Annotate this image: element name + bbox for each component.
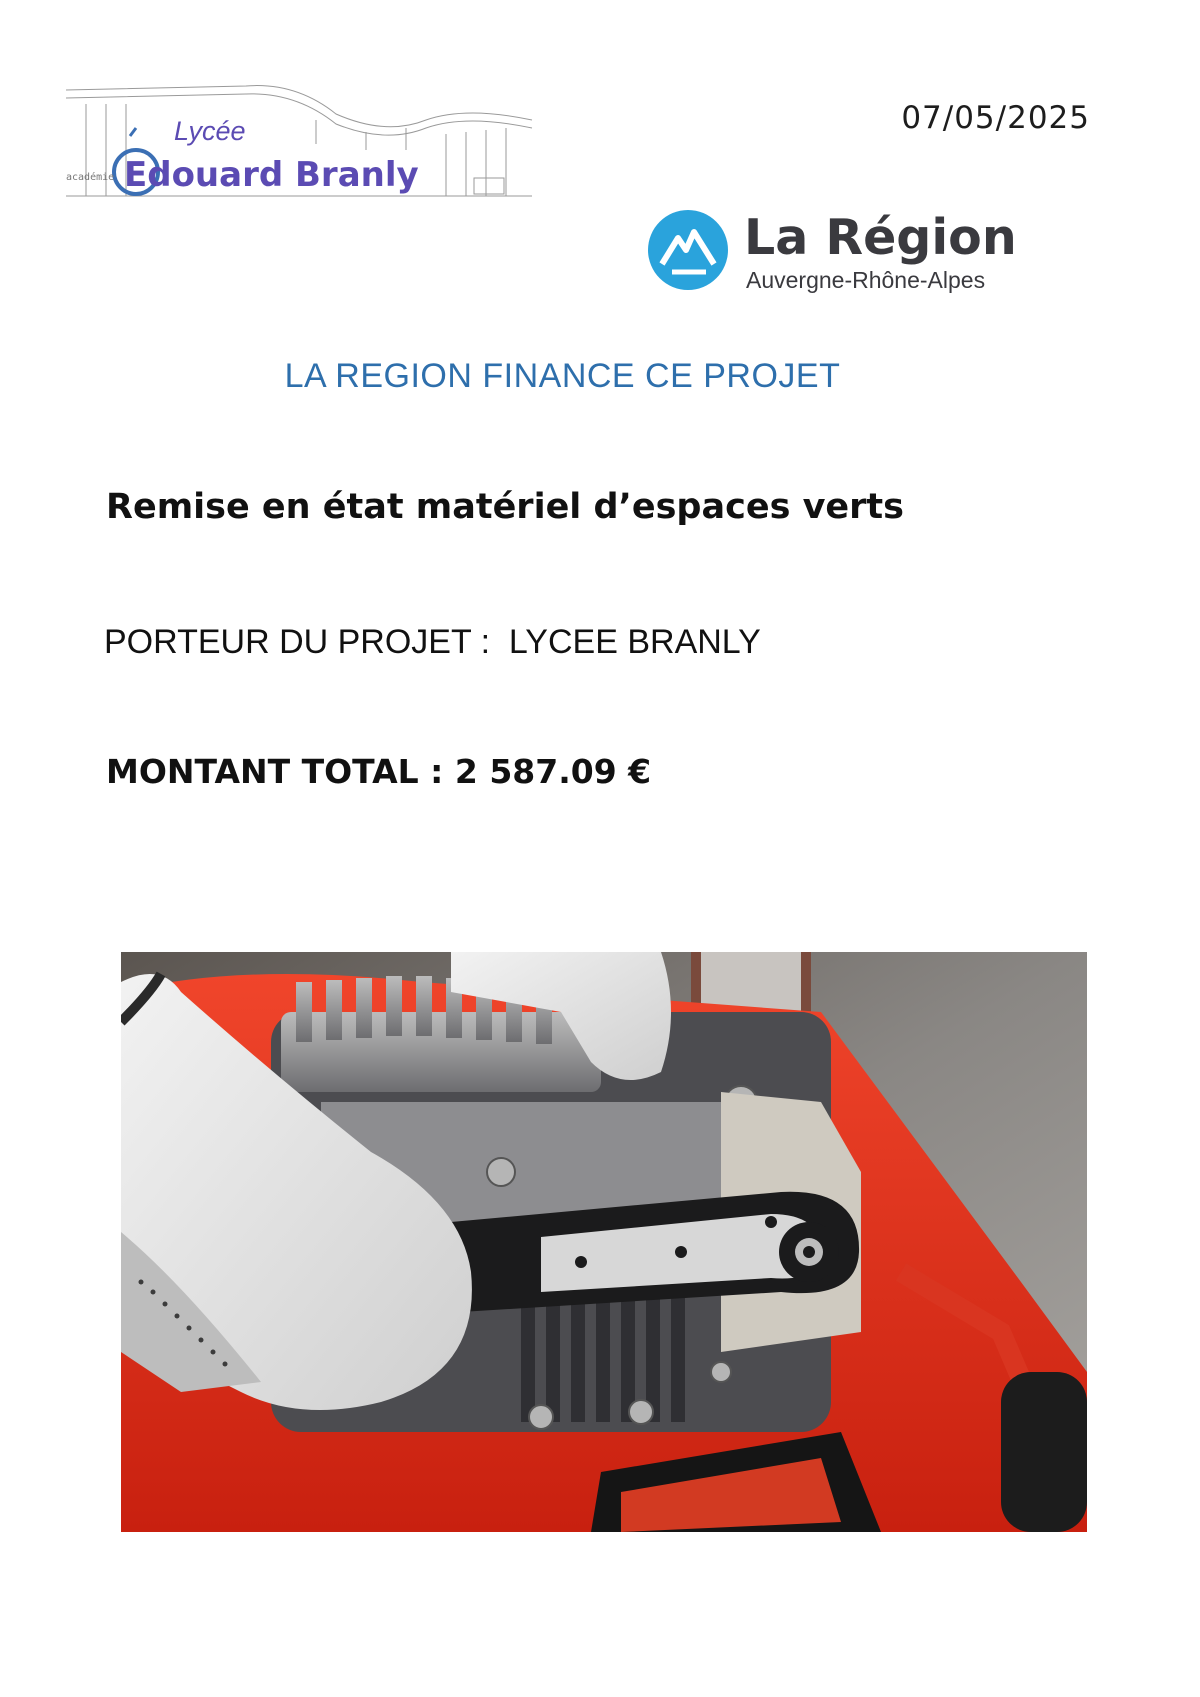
total-amount: MONTANT TOTAL : 2 587.09 €	[106, 752, 652, 791]
funding-heading: LA REGION FINANCE CE PROJET	[284, 357, 841, 395]
school-logo-line2: Edouard Branly	[124, 155, 419, 195]
project-owner: PORTEUR DU PROJET : LYCEE BRANLY	[104, 623, 761, 661]
project-title: Remise en état matériel d’espaces verts	[106, 487, 904, 527]
project-photo	[121, 952, 1087, 1532]
region-logo-title: La Région	[744, 209, 1017, 266]
school-logo-line1: Lycée	[174, 116, 246, 146]
document-date: 07/05/2025	[901, 100, 1090, 136]
region-logo	[648, 208, 1038, 308]
lawnmower-engine-repair-photo-icon	[121, 952, 1087, 1532]
school-logo	[66, 84, 534, 210]
region-logo-subtitle: Auvergne-Rhône-Alpes	[746, 267, 986, 293]
school-building-logo-icon	[66, 84, 534, 210]
mountain-circle-logo-icon	[648, 210, 728, 290]
academie-text: académie	[66, 172, 115, 183]
